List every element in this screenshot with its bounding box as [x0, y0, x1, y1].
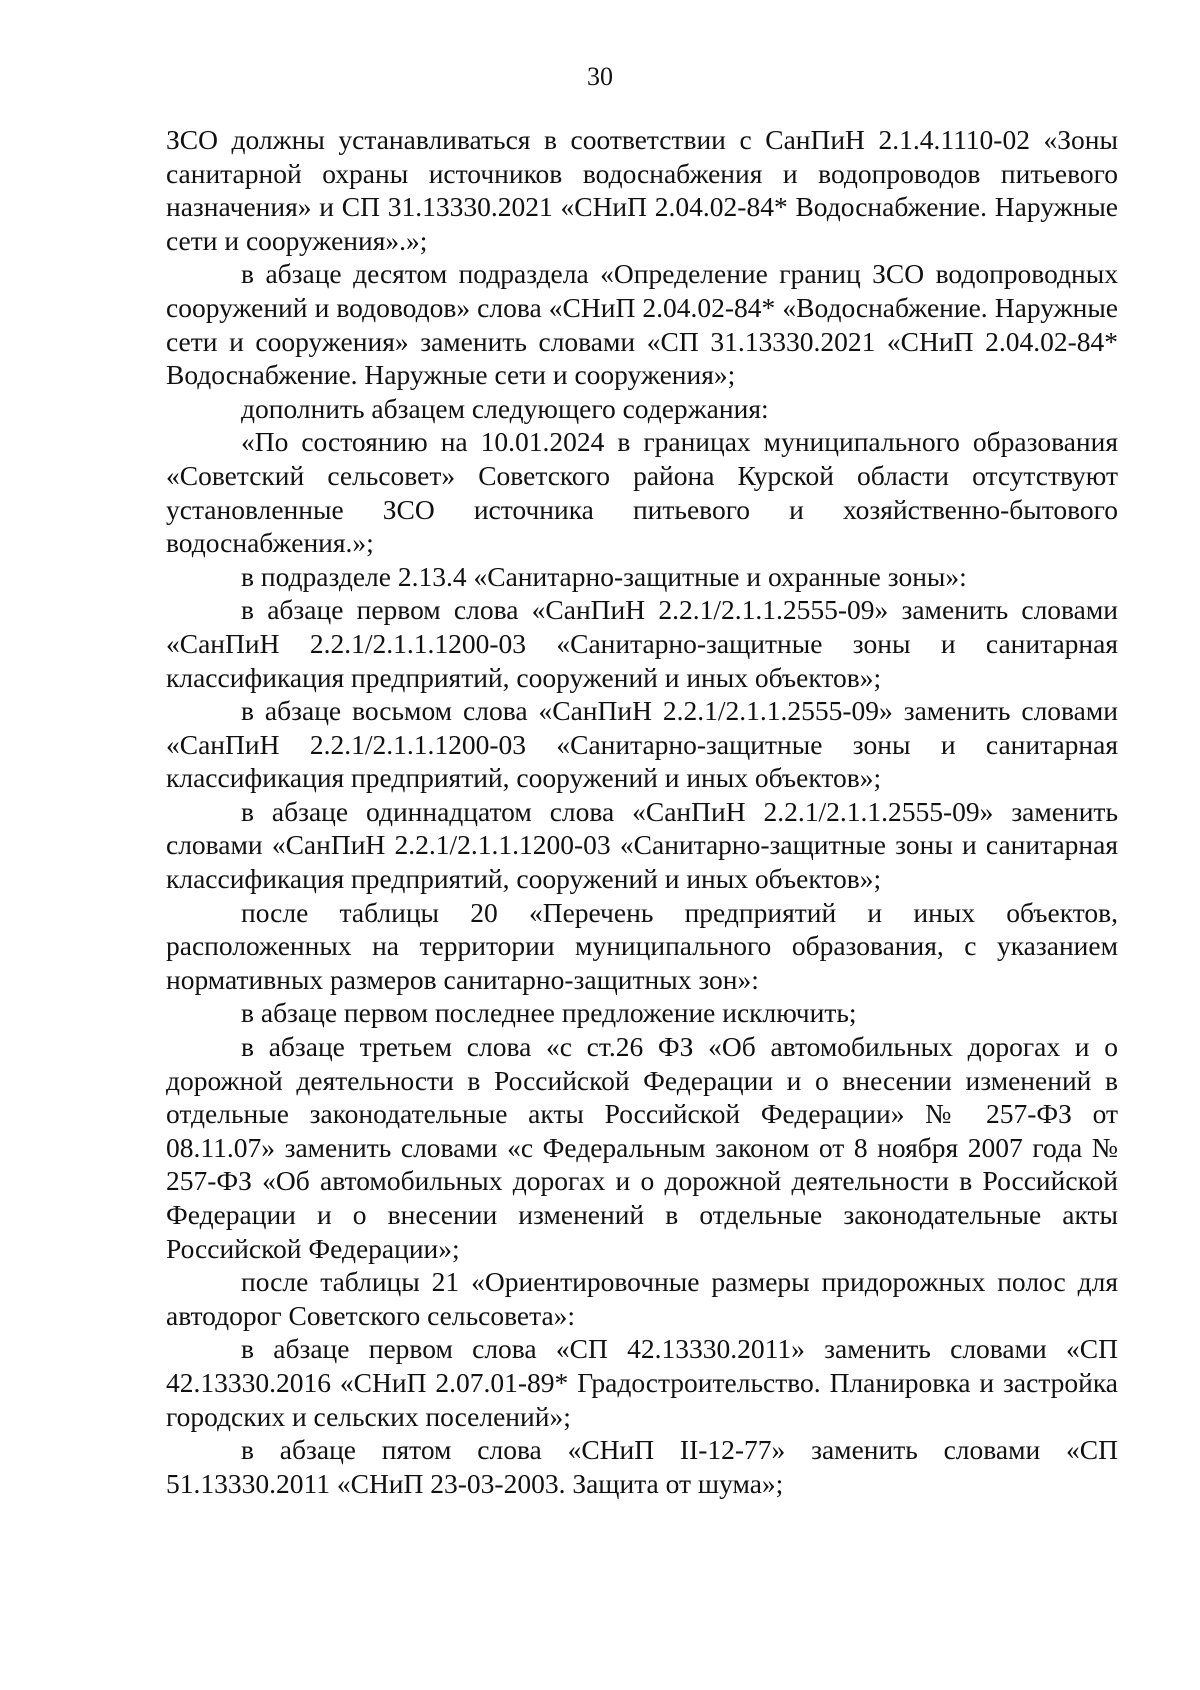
document-body [166, 123, 1118, 1500]
paragraph-14: в абзаце пятом слова «СНиП II-12-77» заменить словами «СП 51.13330.2011 «СНиП 23-03-2003. Защита от шума»; [166, 1434, 1118, 1499]
paragraph-13: в абзаце первом слова «СП 42.13330.2011» заменить словами «СП 42.13330.2016 «СНиП 2.07.01-89* Градостроительство. Планировка и застройка городских и сельских поселений»; [166, 1333, 1118, 1432]
paragraph-2: в абзаце десятом подраздела «Определение границ ЗСО водопроводных сооружений и водоводов» слова «СНиП 2.04.02-84* «Водоснабжение. Наружные сети и сооружения» заменить словами «СП 31.13330.2021 «СНиП 2.04.02-84* Водоснабжение. Наружные сети и сооружения»; [166, 258, 1118, 391]
paragraph-10: в абзаце первом последнее предложение исключить; [241, 997, 857, 1029]
paragraph-6: в абзаце первом слова «СанПиН 2.2.1/2.1.1.2555-09» заменить словами «СанПиН 2.2.1/2.1.1.1200-03 «Санитарно-защитные зоны и санитарная классификация предприятий, сооружений и иных объектов»; [166, 594, 1118, 693]
paragraph-12: после таблицы 21 «Ориентировочные размеры придорожных полос для автодорог Советского сельсовета»: [166, 1266, 1118, 1331]
paragraph-7: в абзаце восьмом слова «СанПиН 2.2.1/2.1.1.2555-09» заменить словами «СанПиН 2.2.1/2.1.1.1200-03 «Санитарно-защитные зоны и санитарная классификация предприятий, сооружений и иных объектов»; [166, 695, 1118, 794]
paragraph-4: «По состоянию на 10.01.2024 в границах муниципального образования «Советский сельсовет» Советского района Курской области отсутствуют установленные ЗСО источника питьевого и хозяйственно-бытового водоснабжения.»; [166, 426, 1118, 559]
page-number: 30 [587, 62, 613, 91]
paragraph-1: ЗСО должны устанавливаться в соответствии с СанПиН 2.1.4.1110-02 «Зоны санитарной охраны источников водоснабжения и водопроводов питьевого назначения» и СП 31.13330.2021 «СНиП 2.04.02-84* Водоснабжение. Наружные сети и сооружения».»; [166, 124, 1118, 256]
paragraph-9: после таблицы 20 «Перечень предприятий и иных объектов, расположенных на территории муниципального образования, с указанием нормативных размеров санитарно-защитных зон»: [166, 896, 1118, 995]
paragraph-5: в подразделе 2.13.4 «Санитарно-защитные и охранные зоны»: [241, 560, 967, 592]
paragraph-11: в абзаце третьем слова «с ст.26 ФЗ «Об автомобильных дорогах и о дорожной деятельности в Российской Федерации и о внесении изменений в отдельные законодательные акты Российской Федерации» № 257-ФЗ от 08.11.07» заменить словами «с Федеральным законом от 8 ноября 2007 года № 257-ФЗ «Об автомобильных дорогах и о дорожной деятельности в Российской Федерации и о внесении изменений в отдельные законодательные акты Российской Федерации»; [166, 1031, 1118, 1264]
paragraph-8: в абзаце одиннадцатом слова «СанПиН 2.2.1/2.1.1.2555-09» заменить словами «СанПиН 2.2.1/2.1.1.1200-03 «Санитарно-защитные зоны и санитарная классификация предприятий, сооружений и иных объектов»; [166, 795, 1118, 895]
paragraph-3: дополнить абзацем следующего содержания: [241, 392, 769, 424]
